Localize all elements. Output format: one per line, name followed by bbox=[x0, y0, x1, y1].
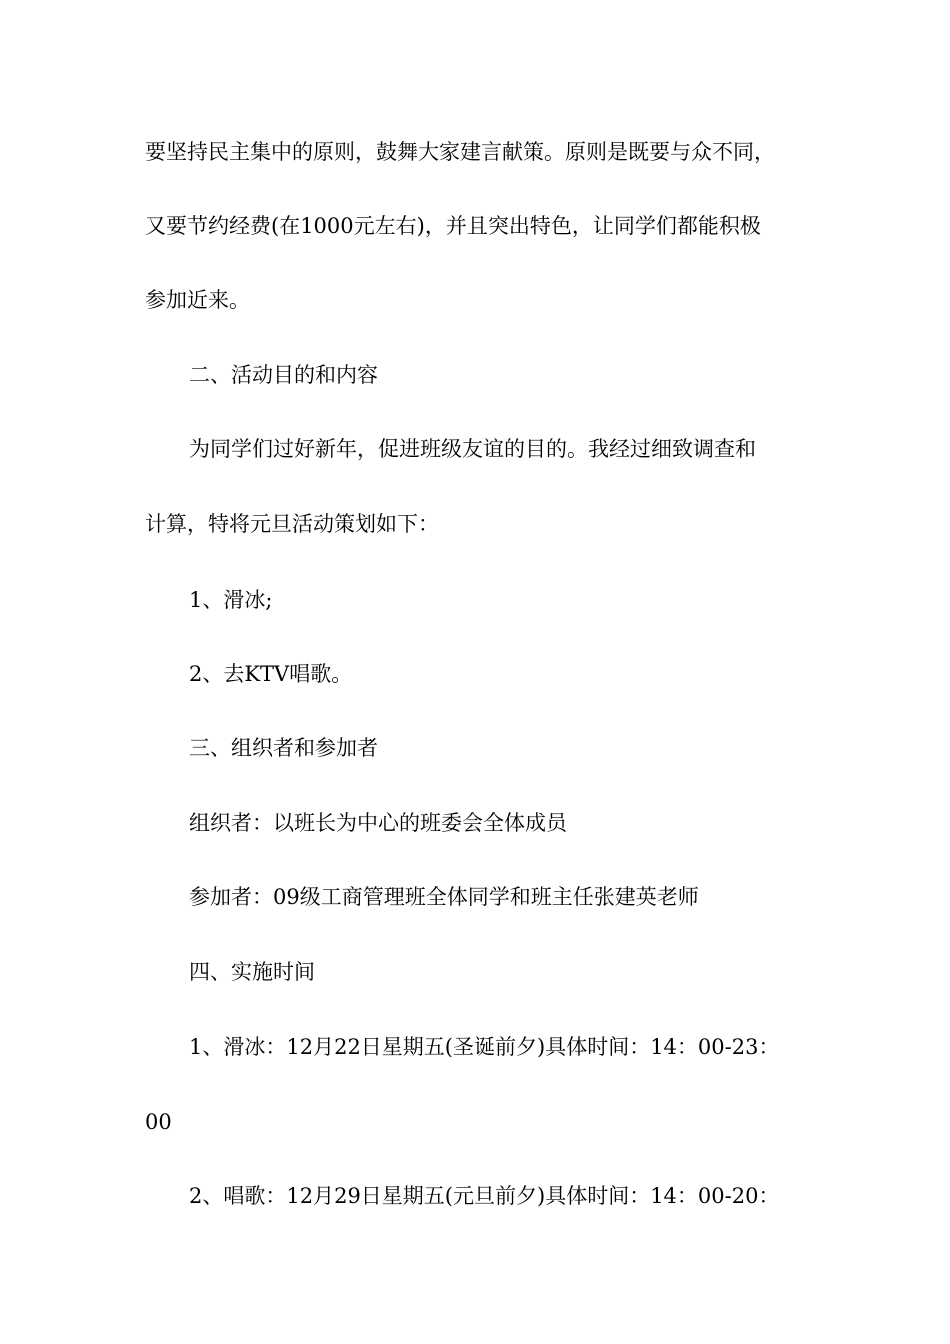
paragraph-line: 又要节约经费(在1000元左右)，并且突出特色，让同学们都能积极 bbox=[145, 214, 761, 238]
paragraph-line: 为同学们过好新年，促进班级友谊的目的。我经过细致调查和 bbox=[189, 437, 756, 461]
list-item: 2、唱歌：12月29日星期五(元旦前夕)具体时间：14：00-20： bbox=[189, 1184, 780, 1208]
section-heading: 二、活动目的和内容 bbox=[189, 363, 378, 387]
paragraph-line: 00 bbox=[145, 1110, 172, 1134]
paragraph-line: 参加近来。 bbox=[145, 288, 250, 312]
paragraph-line: 参加者：09级工商管理班全体同学和班主任张建英老师 bbox=[189, 885, 699, 909]
paragraph-line: 计算，特将元旦活动策划如下： bbox=[145, 512, 439, 536]
list-item: 1、滑冰; bbox=[189, 588, 273, 612]
paragraph-line: 组织者：以班长为中心的班委会全体成员 bbox=[189, 811, 567, 835]
list-item: 1、滑冰：12月22日星期五(圣诞前夕)具体时间：14：00-23： bbox=[189, 1035, 780, 1059]
section-heading: 三、组织者和参加者 bbox=[189, 736, 378, 760]
paragraph-line: 要坚持民主集中的原则，鼓舞大家建言献策。原则是既要与众不同， bbox=[145, 140, 775, 164]
list-item: 2、去KTV唱歌。 bbox=[189, 662, 353, 686]
section-heading: 四、实施时间 bbox=[189, 960, 315, 984]
